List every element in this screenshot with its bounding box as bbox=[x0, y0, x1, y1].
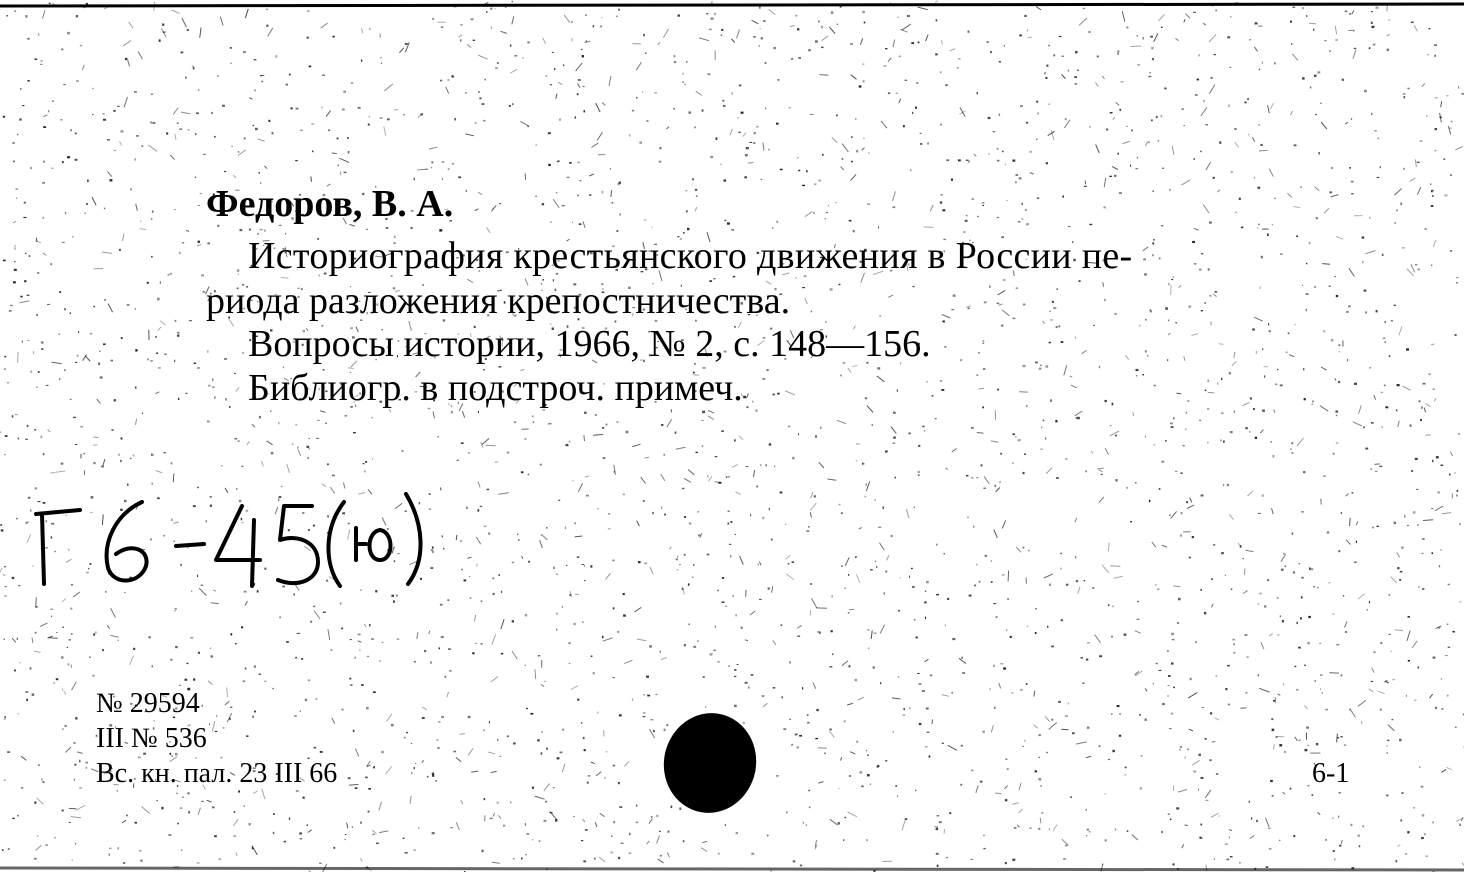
handwritten-shelfmark bbox=[20, 480, 450, 600]
card-number: 6-1 bbox=[1312, 758, 1350, 789]
accession-number: № 29594 bbox=[96, 688, 200, 719]
series-number: III № 536 bbox=[96, 723, 207, 754]
author-name: Федоров, В. А. bbox=[206, 183, 454, 225]
registration-info: Вс. кн. пал. 23 III 66 bbox=[96, 758, 338, 789]
title-line-2: риода разложения крепостничества. bbox=[206, 280, 791, 322]
source-citation: Вопросы истории, 1966, № 2, с. 148—156. bbox=[248, 323, 931, 365]
title-line-1: Историография крестьянского движения в России пе- bbox=[248, 235, 1133, 277]
bibliography-note: Библиогр. в подстроч. примеч. bbox=[248, 367, 743, 409]
